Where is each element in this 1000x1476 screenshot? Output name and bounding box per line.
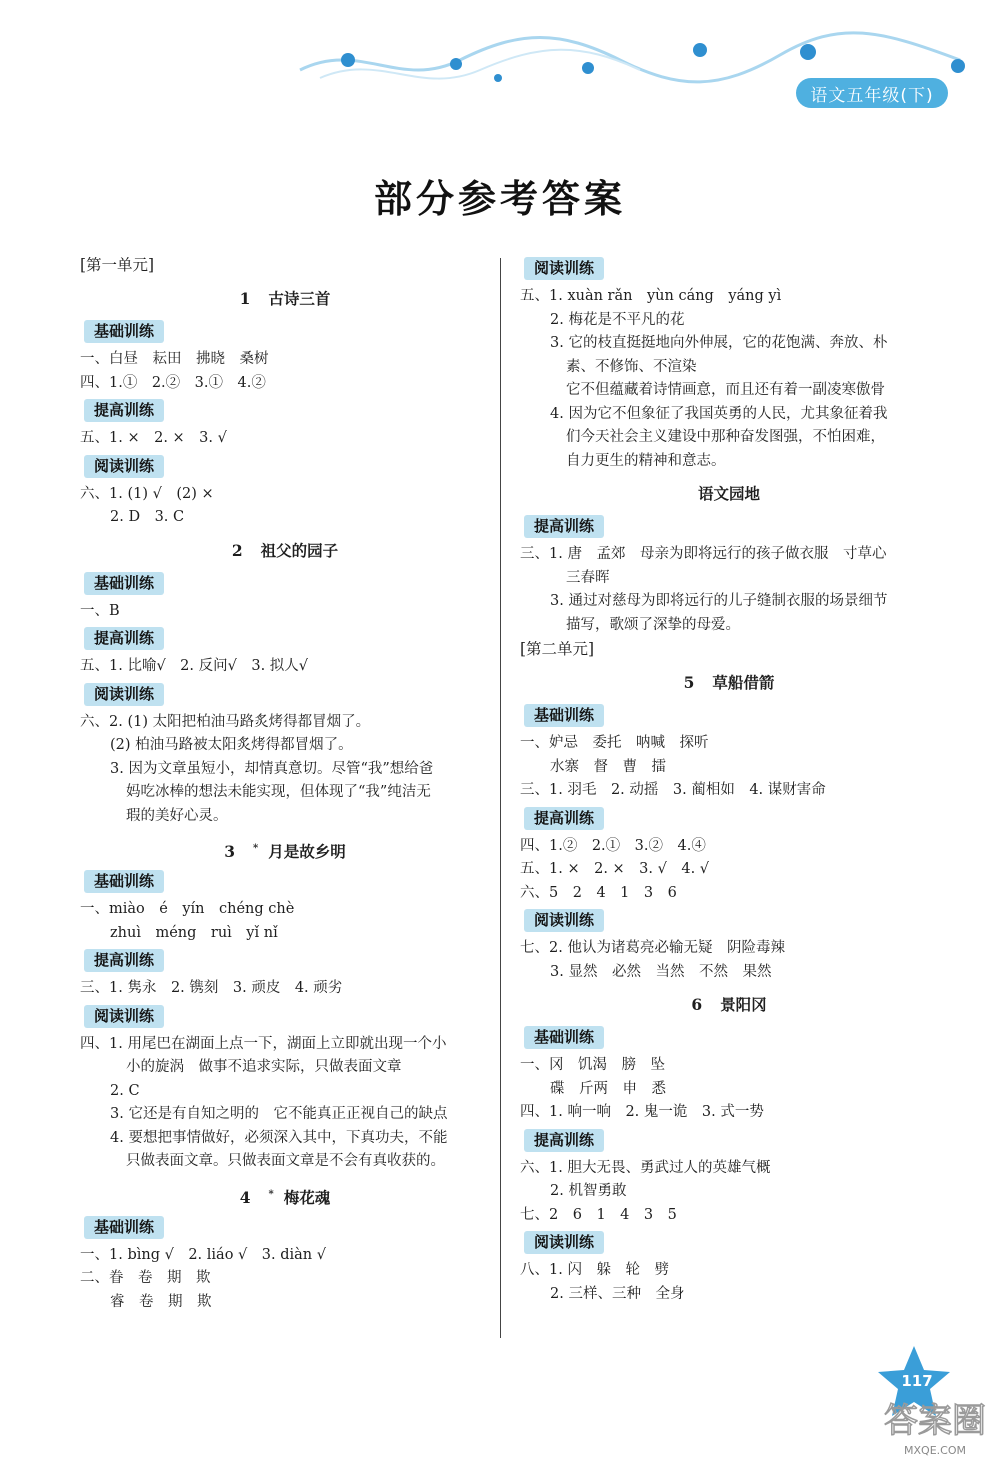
- section-badge: 提高训练: [84, 949, 164, 972]
- answer-line: 2. 三样、三种 全身: [550, 1285, 685, 1302]
- answer-line: 一、妒忌 委托 呐喊 探听: [520, 735, 709, 751]
- lesson-title: 2 祖父的园子: [231, 540, 339, 560]
- answer-line: 五、1. 比喻√ 2. 反问√ 3. 拟人√: [80, 658, 309, 674]
- answer-line: 七、2 6 1 4 3 5: [520, 1206, 677, 1223]
- snowflake-icon: [450, 58, 462, 70]
- snowflake-icon: [341, 53, 355, 67]
- answer-line: 一、冈 饥渴 膀 坠: [520, 1057, 665, 1073]
- section-badge: 提高训练: [84, 627, 164, 650]
- answer-line: 二、眷 卷 期 欺: [80, 1270, 211, 1286]
- answer-line: 2. D 3. C: [110, 509, 185, 525]
- watermark-logo-icon: [880, 1392, 990, 1444]
- lesson-title: 语文园地: [697, 484, 760, 503]
- answer-line: 一、白昼 耘田 拂晓 桑树: [80, 351, 269, 367]
- snowflake-icon: [582, 62, 594, 74]
- section-badge: 基础训练: [84, 1216, 164, 1239]
- answer-line: 自力更生的精神和意志。: [566, 452, 726, 469]
- answer-line: 3. 因为文章虽短小，却情真意切。尽管“我”想给爸: [110, 760, 434, 777]
- section-badge: 提高训练: [524, 1129, 604, 1152]
- answer-line: 3. 通过对慈母为即将远行的儿子缝制衣服的场景细节: [550, 593, 888, 609]
- answer-line: 四、1.② 2.① 3.② 4.④: [520, 837, 706, 854]
- answer-line: 四、1. 用尾巴在湖面上点一下，湖面上立即就出现一个小: [80, 1035, 447, 1052]
- section-badge: 阅读训练: [524, 1231, 604, 1254]
- page-title: 部分参考答案: [373, 177, 626, 221]
- answer-line: 2. C: [110, 1082, 140, 1099]
- answer-line: 睿 卷 期 欺: [110, 1293, 212, 1310]
- answer-line: 一、miào é yín chéng chè: [80, 901, 295, 917]
- answer-line: (2) 柏油马路被太阳炙烤得都冒烟了。: [110, 737, 353, 753]
- answer-line: 五、1. xuàn rǎn yùn cáng yáng yì: [520, 288, 782, 304]
- answer-line: 们今天社会主义建设中那种奋发图强，不怕困难，: [566, 429, 885, 445]
- answer-line: 4. 因为它不但象征了我国英勇的人民，尤其象征着我: [550, 405, 888, 422]
- watermark: [880, 1392, 990, 1462]
- answer-line: 妈吃冰棒的想法未能实现，但体现了“我”纯洁无: [126, 784, 431, 800]
- lesson-title: 6 景阳冈: [691, 995, 767, 1014]
- section-badge: 基础训练: [524, 704, 604, 727]
- section-badge: 基础训练: [84, 870, 164, 893]
- answer-line: 素、不修饰、不渲染: [566, 358, 697, 375]
- answer-line: 六、1. 胆大无畏、勇武过人的英雄气概: [520, 1159, 771, 1176]
- answer-line: 4. 要想把事情做好，必须深入其中，下真功夫，不能: [110, 1129, 448, 1146]
- answer-line: 3. 它还是有自知之明的 它不能真正正视自己的缺点: [110, 1106, 448, 1122]
- section-badge: 基础训练: [84, 572, 164, 595]
- lesson-title: 3 * 月是故乡明: [224, 842, 346, 862]
- answer-line: 三、1. 羽毛 2. 动摇 3. 蔺相如 4. 谋财害命: [520, 782, 826, 798]
- answer-line: 它不但蕴藏着诗情画意，而且还有着一副凌寒傲骨: [566, 382, 885, 398]
- answer-line: 一、B: [80, 602, 120, 619]
- unit-heading: [第二单元]: [520, 640, 595, 658]
- section-badge: 阅读训练: [84, 1005, 164, 1028]
- right-column: [520, 253, 938, 1306]
- snowflake-icon: [693, 43, 707, 57]
- answer-line: 小的旋涡 做事不追求实际，只做表面文章: [126, 1059, 402, 1075]
- section-badge: 阅读训练: [84, 683, 164, 706]
- section-badge: 阅读训练: [524, 257, 604, 280]
- answer-line: 3. 它的枝直挺挺地向外伸展，它的花饱满、奔放、朴: [550, 335, 888, 351]
- section-badge: 提高训练: [524, 807, 604, 830]
- answer-line: 只做表面文章。只做表面文章是不会有真收获的。: [126, 1153, 445, 1169]
- snowflake-icon: [494, 74, 502, 82]
- answer-line: 三、1. 唐 孟郊 母亲为即将远行的孩子做衣服 寸草心: [520, 546, 887, 562]
- answer-line: 八、1. 闪 躲 轮 劈: [520, 1262, 669, 1278]
- answer-line: 七、2. 他认为诸葛亮必输无疑 阴险毒辣: [520, 940, 785, 956]
- section-badge: 阅读训练: [524, 909, 604, 932]
- snowflake-icon: [800, 44, 816, 60]
- answer-line: 六、5 2 4 1 3 6: [520, 884, 677, 901]
- answer-line: 2. 机智勇敢: [550, 1183, 627, 1199]
- answer-line: 六、1. (1) √ (2) ×: [80, 485, 214, 502]
- page-number: 117: [901, 1372, 933, 1390]
- answer-line: 五、1. × 2. × 3. √: [80, 430, 227, 446]
- answer-line: 五、1. × 2. × 3. √ 4. √: [520, 861, 710, 877]
- grade-tab: 语文五年级(下): [796, 78, 948, 108]
- section-badge: 阅读训练: [84, 455, 164, 478]
- answer-line: 四、1. 响一响 2. 鬼一诡 3. 式一势: [520, 1104, 764, 1120]
- section-badge: 提高训练: [524, 515, 604, 538]
- lesson-title: 5 草船借箭: [683, 673, 775, 692]
- answer-line: 四、1.① 2.② 3.① 4.②: [80, 374, 266, 391]
- snowflake-icons: [341, 43, 965, 82]
- watermark-text: MXQE.COM: [904, 1444, 966, 1457]
- answer-line: 2. 梅花是不平凡的花: [550, 311, 685, 328]
- section-badge: 基础训练: [84, 320, 164, 343]
- answer-line: 描写，歌颂了深挚的母爱。: [566, 616, 740, 633]
- answer-line: 六、2. (1) 太阳把柏油马路炙烤得都冒烟了。: [80, 713, 371, 730]
- snowflake-icon: [951, 59, 965, 73]
- lesson-title: 4 * 梅花魂: [239, 1187, 331, 1207]
- section-badge: 基础训练: [524, 1026, 604, 1049]
- lesson-title: 1 古诗三首: [239, 289, 331, 308]
- answer-line: 三、1. 隽永 2. 镌刻 3. 顽皮 4. 顽劣: [80, 980, 343, 996]
- svg-text:答案圈: 答案圈: [884, 1401, 986, 1441]
- answer-line: 3. 显然 必然 当然 不然 果然: [550, 963, 772, 980]
- column-divider: [500, 258, 501, 1338]
- answer-line: 碟 斤两 申 悉: [550, 1080, 666, 1097]
- answer-line: zhuì méng ruì yǐ nǐ: [110, 924, 278, 941]
- left-column: [80, 253, 490, 1314]
- answer-line: 三春晖: [566, 569, 610, 586]
- answer-line: 水寨 督 曹 擂: [550, 758, 666, 775]
- answer-line: 瑕的美好心灵。: [126, 807, 228, 824]
- answer-line: 一、1. bìng √ 2. liáo √ 3. diàn √: [80, 1246, 326, 1263]
- unit-heading: [第一单元]: [80, 256, 155, 274]
- section-badge: 提高训练: [84, 399, 164, 422]
